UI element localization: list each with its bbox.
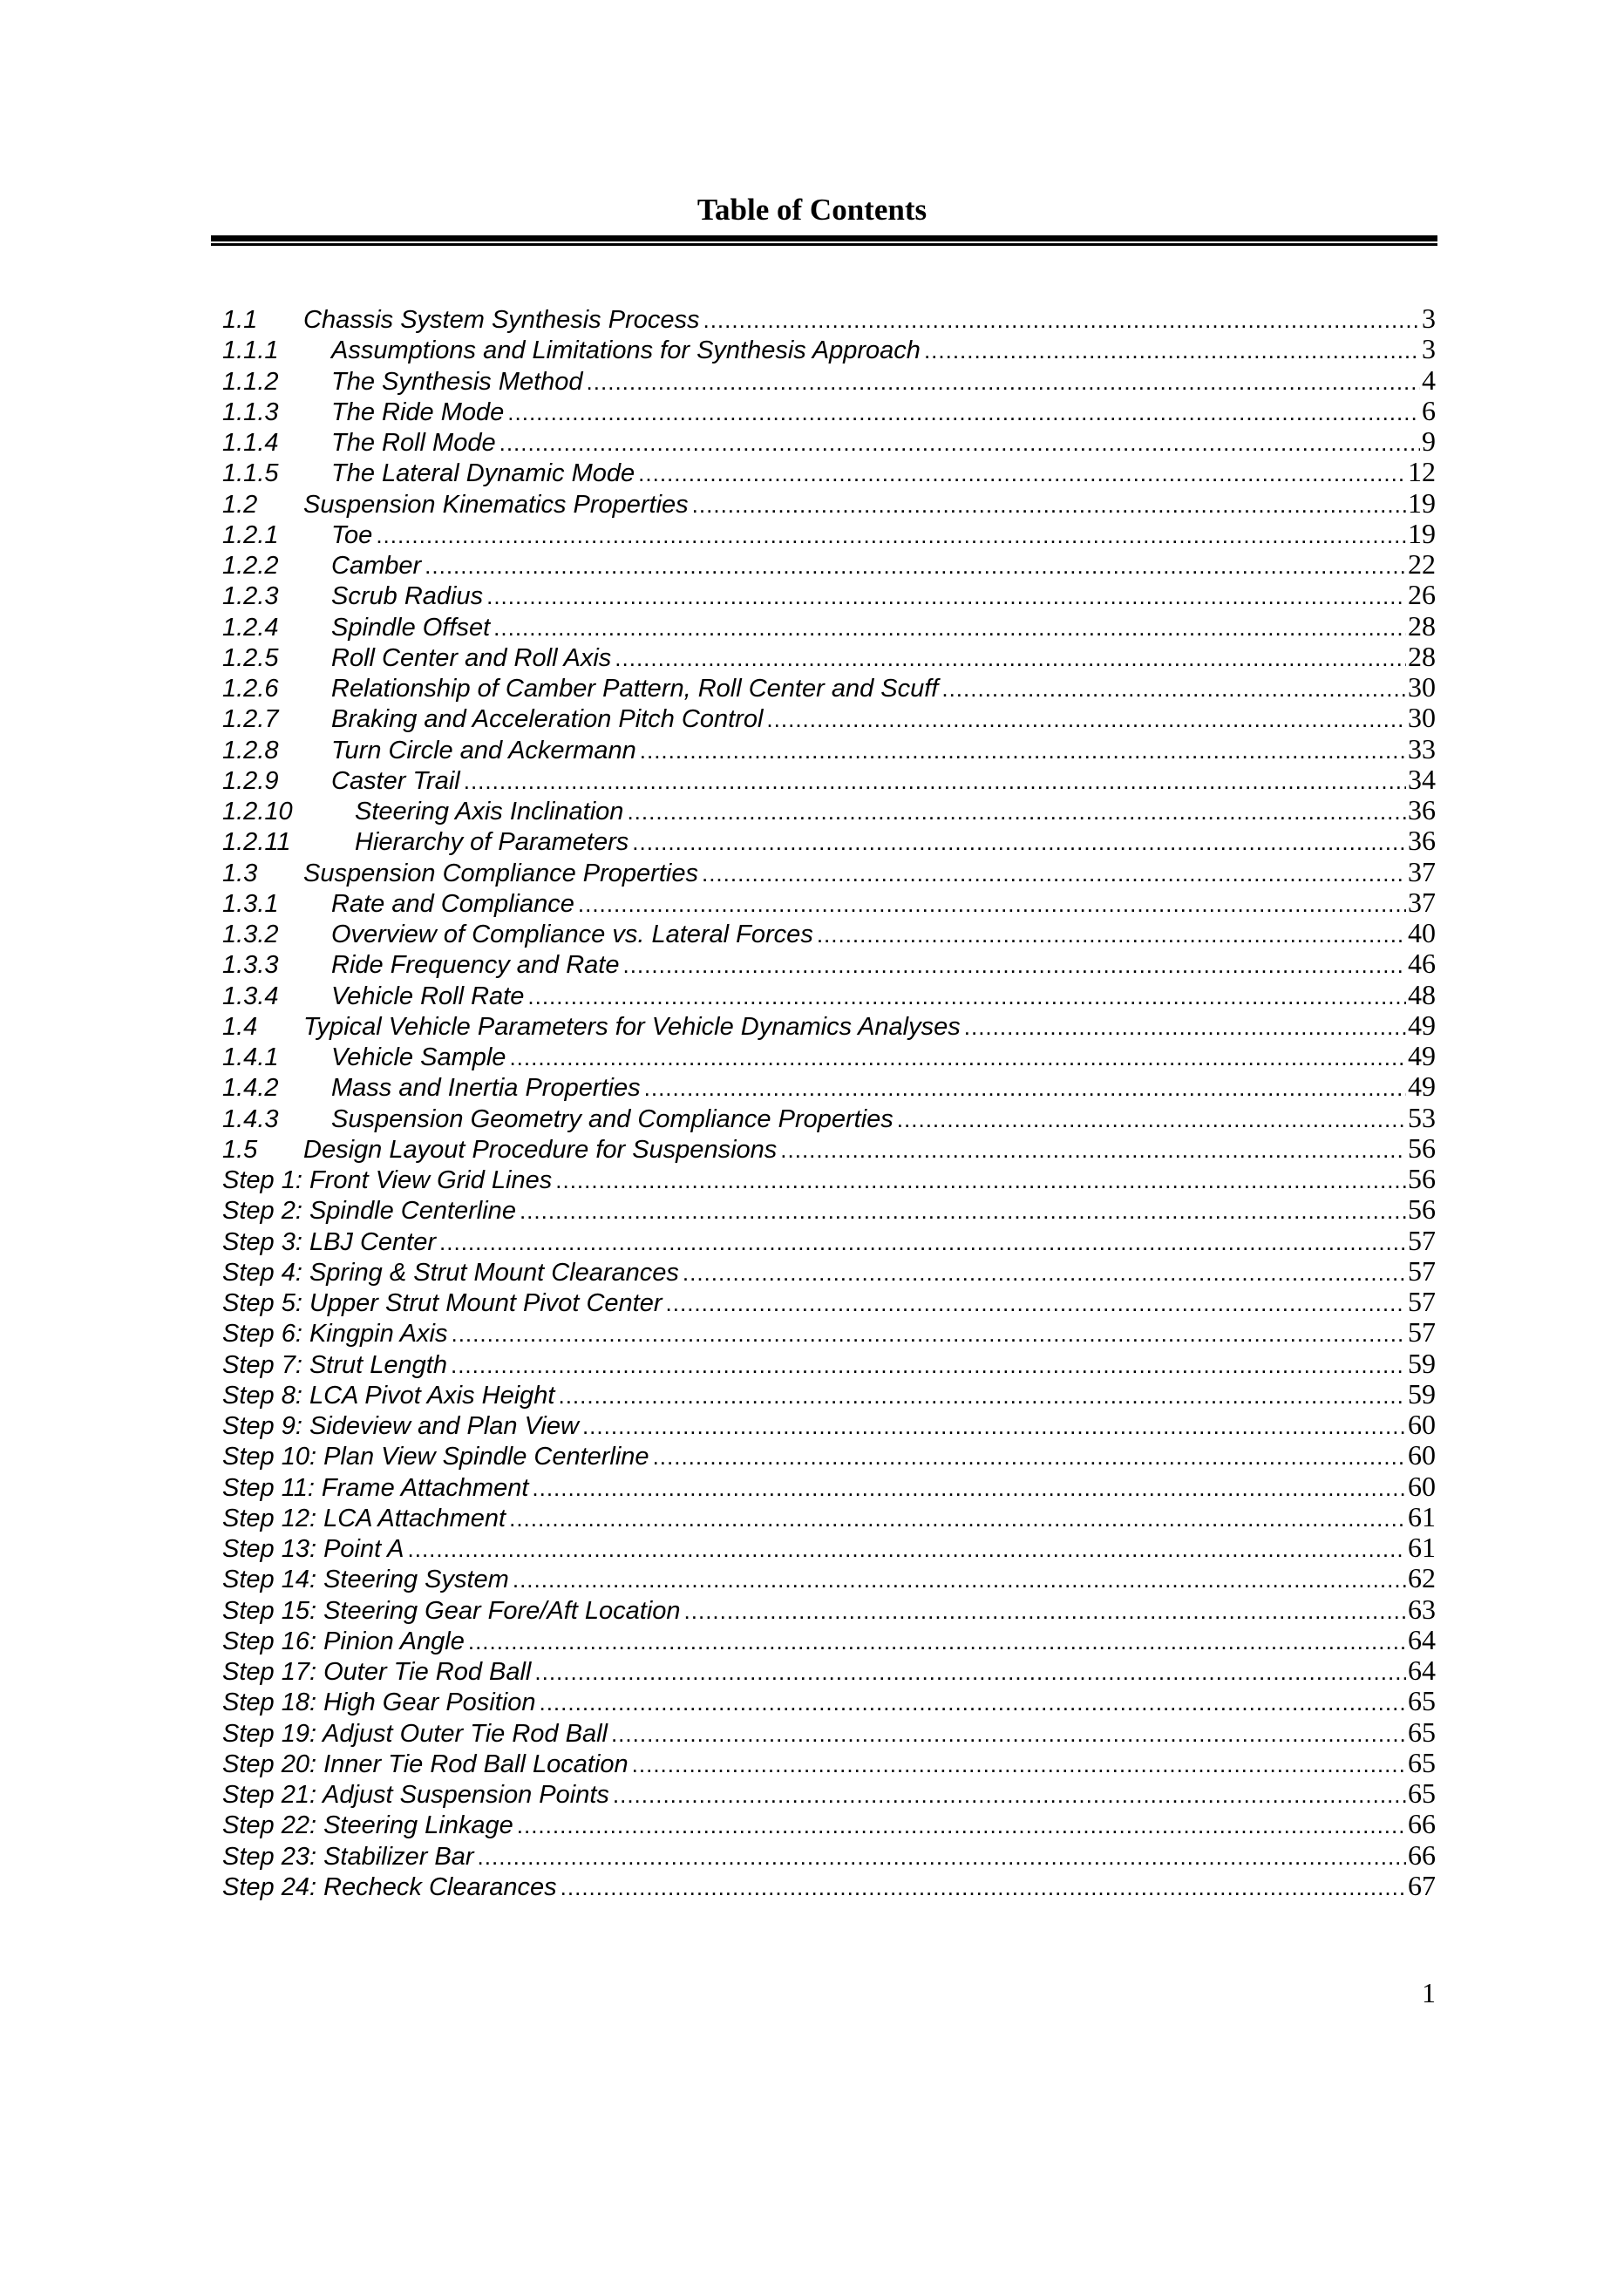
toc-entry-title: Suspension Compliance Properties <box>303 859 698 887</box>
toc-dot-leader <box>964 1012 1406 1043</box>
toc-entry <box>222 1041 1436 1071</box>
toc-entry <box>222 1440 1436 1471</box>
toc-entry-page: 49 <box>1408 1070 1436 1103</box>
toc-entry <box>222 1871 1436 1901</box>
toc-dot-leader <box>897 1104 1406 1135</box>
toc-dot-leader <box>517 1811 1406 1841</box>
toc-entry-title: Rate and Compliance <box>331 889 574 918</box>
toc-entry-page: 56 <box>1408 1131 1436 1164</box>
toc-entry-title: Step 14: Steering System <box>222 1566 509 1594</box>
toc-entry <box>222 1164 1436 1194</box>
toc-dot-leader <box>527 982 1406 1012</box>
toc-dot-leader <box>561 1872 1406 1903</box>
toc-entry <box>222 980 1436 1010</box>
toc-entry-page: 60 <box>1408 1409 1436 1440</box>
toc-entry <box>222 734 1436 764</box>
toc-entry-title: Step 7: Strut Length <box>222 1350 447 1379</box>
toc-entry-page: 61 <box>1408 1532 1436 1563</box>
toc-entry <box>222 918 1436 948</box>
toc-entry-title: Design Layout Procedure for Suspensions <box>303 1135 778 1164</box>
toc-dot-leader <box>499 428 1420 459</box>
toc-dot-leader <box>766 704 1406 735</box>
toc-entry <box>222 457 1436 487</box>
toc-entry-number: 1.3.1 <box>222 889 279 918</box>
toc-entry <box>222 1256 1436 1287</box>
toc-entry <box>222 1655 1436 1686</box>
toc-entry <box>222 1532 1436 1563</box>
toc-entry-title: Hierarchy of Parameters <box>355 828 629 857</box>
toc-entry-title: Step 17: Outer Tie Rod Ball <box>222 1658 532 1686</box>
toc-dot-leader <box>425 551 1406 581</box>
toc-entry <box>222 672 1436 703</box>
toc-entry-page: 3 <box>1422 302 1436 334</box>
toc-entry <box>222 1809 1436 1839</box>
toc-entry-number: 1.4.3 <box>222 1104 279 1133</box>
toc-entry-page: 62 <box>1408 1562 1436 1594</box>
toc-entry <box>222 365 1436 396</box>
footer-page-number: 1 <box>1422 1977 1436 2008</box>
toc-entry-page: 40 <box>1408 917 1436 948</box>
toc-entry-page: 57 <box>1408 1316 1436 1349</box>
toc-dot-leader <box>684 1596 1406 1627</box>
toc-entry-title: Step 24: Recheck Clearances <box>222 1872 557 1901</box>
toc-entry <box>222 826 1436 856</box>
toc-entry-page: 34 <box>1408 763 1436 795</box>
toc-entry-title: Step 21: Adjust Suspension Points <box>222 1781 609 1809</box>
toc-entry <box>222 1133 1436 1164</box>
toc-entry <box>222 1594 1436 1625</box>
toc-dot-leader <box>640 736 1406 766</box>
toc-entry <box>222 1563 1436 1593</box>
toc-entry <box>222 1349 1436 1379</box>
toc-entry-page: 63 <box>1408 1593 1436 1625</box>
toc-entry-page: 66 <box>1408 1808 1436 1840</box>
toc-entry <box>222 857 1436 887</box>
toc-entry <box>222 1502 1436 1532</box>
toc-entry-title: Step 19: Adjust Outer Tie Rod Ball <box>222 1719 608 1748</box>
toc-entry-page: 57 <box>1408 1254 1436 1287</box>
toc-entry <box>222 1686 1436 1716</box>
page-title: Table of Contents <box>696 193 928 227</box>
toc-dot-leader <box>493 613 1406 643</box>
title-rule <box>211 235 1437 246</box>
toc-entry <box>222 426 1436 457</box>
toc-entry-title: Chassis System Synthesis Process <box>303 306 700 334</box>
toc-entry <box>222 488 1436 519</box>
toc-entry-title: Spindle Offset <box>331 613 491 642</box>
toc-entry-title: Step 5: Upper Strut Mount Pivot Center <box>222 1289 663 1317</box>
toc-entry-title: Suspension Kinematics Properties <box>303 490 689 519</box>
toc-entry-title: Step 15: Steering Gear Fore/Aft Location <box>222 1596 681 1625</box>
toc-entry <box>222 611 1436 642</box>
toc-entry <box>222 519 1436 549</box>
toc-dot-leader <box>376 520 1406 551</box>
toc-entry-title: The Ride Mode <box>331 397 505 426</box>
toc-dot-leader <box>703 305 1420 336</box>
toc-entry-number: 1.2.4 <box>222 613 279 642</box>
toc-dot-leader <box>587 367 1420 397</box>
toc-dot-leader <box>644 1073 1406 1104</box>
toc-entry-page: 65 <box>1408 1746 1436 1778</box>
toc-entry-title: Step 10: Plan View Spindle Centerline <box>222 1443 649 1471</box>
toc-entry-page: 60 <box>1408 1470 1436 1502</box>
toc-entry-title: Step 6: Kingpin Axis <box>222 1320 448 1349</box>
toc-entry-number: 1.2.2 <box>222 552 279 580</box>
toc-dot-leader <box>439 1227 1406 1258</box>
toc-entry-number: 1.3.2 <box>222 921 279 948</box>
toc-entry-page: 64 <box>1408 1623 1436 1655</box>
toc-entry-page: 19 <box>1408 517 1436 549</box>
toc-entry-page: 46 <box>1408 948 1436 980</box>
toc-entry <box>222 549 1436 580</box>
toc-entry-number: 1.2.1 <box>222 520 279 549</box>
toc-entry-title: Step 9: Sideview and Plan View <box>222 1412 579 1440</box>
toc-entry-title: Mass and Inertia Properties <box>331 1074 641 1103</box>
toc-entry-page: 49 <box>1408 1009 1436 1041</box>
toc-entry-title: Camber <box>331 552 422 580</box>
toc-entry <box>222 1010 1436 1041</box>
toc-entry-number: 1.4.1 <box>222 1043 279 1071</box>
toc-dot-leader <box>702 859 1406 889</box>
toc-entry-number: 1.2.5 <box>222 643 279 672</box>
toc-entry-page: 4 <box>1422 364 1436 396</box>
toc-entry-title: Step 23: Stabilizer Bar <box>222 1842 474 1871</box>
toc-entry-page: 49 <box>1408 1040 1436 1071</box>
toc-dot-leader <box>464 766 1406 797</box>
toc-entry <box>222 334 1436 364</box>
toc-entry-page: 48 <box>1408 978 1436 1010</box>
toc-entry-title: The Lateral Dynamic Mode <box>331 459 635 488</box>
toc-dot-leader <box>692 490 1406 520</box>
toc-entry-page: 53 <box>1408 1101 1436 1133</box>
toc-entry-page: 28 <box>1408 609 1436 642</box>
toc-dot-leader <box>683 1258 1406 1288</box>
toc-entry-number: 1.2.6 <box>222 675 279 703</box>
toc-dot-leader <box>578 889 1406 920</box>
toc-entry-page: 66 <box>1408 1838 1436 1871</box>
toc-entry <box>222 396 1436 426</box>
toc-entry-number: 1.3 <box>222 859 258 887</box>
toc-entry-number: 1.1.3 <box>222 397 279 426</box>
toc-entry-title: Toe <box>331 520 373 549</box>
toc-dot-leader <box>513 1565 1406 1595</box>
toc-entry-page: 30 <box>1408 671 1436 703</box>
toc-entry-page: 64 <box>1408 1654 1436 1686</box>
toc-entry <box>222 1379 1436 1410</box>
toc-entry <box>222 1194 1436 1225</box>
toc-dot-leader <box>632 827 1406 858</box>
toc-entry-page: 67 <box>1408 1869 1436 1901</box>
toc-dot-leader <box>509 1043 1406 1073</box>
toc-dot-leader <box>622 950 1406 981</box>
toc-entry-page: 59 <box>1408 1377 1436 1410</box>
toc-entry-page: 22 <box>1408 548 1436 580</box>
toc-entry <box>222 580 1436 610</box>
toc-entry-page: 6 <box>1422 394 1436 426</box>
toc-dot-leader <box>613 1780 1406 1811</box>
toc-entry <box>222 1840 1436 1871</box>
toc-entry-page: 57 <box>1408 1286 1436 1317</box>
toc-entry-title: Braking and Acceleration Pitch Control <box>331 705 764 734</box>
toc-entry-page: 26 <box>1408 579 1436 611</box>
toc-dot-leader <box>611 1719 1406 1750</box>
toc-entry-title: Scrub Radius <box>331 582 484 611</box>
toc-dot-leader <box>468 1627 1406 1657</box>
toc-dot-leader <box>941 674 1406 704</box>
toc-entry-page: 56 <box>1408 1163 1436 1194</box>
toc-dot-leader <box>653 1442 1406 1472</box>
toc-entry-page: 65 <box>1408 1716 1436 1748</box>
toc-entry-page: 12 <box>1408 456 1436 488</box>
toc-entry-number: 1.2.11 <box>222 828 291 857</box>
toc-entry-page: 65 <box>1408 1685 1436 1717</box>
toc-entry-title: Step 20: Inner Tie Rod Ball Location <box>222 1750 629 1778</box>
toc-dot-leader <box>582 1411 1406 1442</box>
toc-entry-title: Step 13: Point A <box>222 1535 404 1563</box>
toc-dot-leader <box>638 459 1406 489</box>
toc-entry-title: Relationship of Camber Pattern, Roll Center and Scuff <box>331 675 939 703</box>
toc-entry-title: Suspension Geometry and Compliance Properties <box>331 1104 894 1133</box>
toc-entry <box>222 1287 1436 1317</box>
toc-dot-leader <box>539 1688 1406 1718</box>
toc-dot-leader <box>507 397 1420 428</box>
toc-entry-page: 37 <box>1408 855 1436 887</box>
toc-dot-leader <box>558 1381 1406 1411</box>
toc-entry-number: 1.3.4 <box>222 982 279 1010</box>
toc-dot-leader <box>486 581 1406 612</box>
toc-dot-leader <box>817 920 1406 950</box>
toc-entry-title: Step 16: Pinion Angle <box>222 1627 465 1655</box>
toc-entry-number: 1.2.9 <box>222 766 279 795</box>
toc-dot-leader <box>451 1319 1406 1349</box>
toc-dot-leader <box>478 1842 1406 1872</box>
toc-entry-number: 1.1.2 <box>222 367 279 396</box>
toc-entry-number: 1.2.3 <box>222 582 279 611</box>
toc-entry-title: Step 1: Front View Grid Lines <box>222 1166 553 1194</box>
toc-entry-title: Step 11: Frame Attachment <box>222 1473 529 1502</box>
toc-entry-title: Roll Center and Roll Axis <box>331 643 612 672</box>
toc-entry <box>222 1471 1436 1502</box>
toc-entry-number: 1.1.1 <box>222 336 279 365</box>
toc-entry-title: Assumptions and Limitations for Synthesis Approach <box>331 336 921 365</box>
toc-entry <box>222 642 1436 672</box>
toc-entry <box>222 1778 1436 1809</box>
toc-entry-title: Step 12: LCA Attachment <box>222 1504 506 1532</box>
toc-entry-number: 1.2.7 <box>222 705 279 734</box>
toc-entry <box>222 1317 1436 1348</box>
toc-entry-title: Step 18: High Gear Position <box>222 1688 536 1717</box>
toc-dot-leader <box>780 1135 1406 1165</box>
toc-entry-page: 30 <box>1408 702 1436 734</box>
toc-dot-leader <box>666 1288 1406 1319</box>
toc-entry-title: Step 4: Spring & Strut Mount Clearances <box>222 1258 679 1287</box>
toc-dot-leader <box>627 797 1406 827</box>
toc-entry-number: 1.1.5 <box>222 459 279 488</box>
toc-entry-title: Caster Trail <box>331 766 460 795</box>
toc-entry-number: 1.1 <box>222 306 258 334</box>
toc-entry-title: Step 22: Steering Linkage <box>222 1811 513 1840</box>
toc-entry-page: 56 <box>1408 1193 1436 1226</box>
toc-entry <box>222 1071 1436 1102</box>
toc-dot-leader <box>632 1750 1406 1780</box>
toc-dot-leader <box>532 1473 1406 1504</box>
toc-dot-leader <box>408 1534 1406 1565</box>
toc-entry-title: Typical Vehicle Parameters for Vehicle Dynamics Analyses <box>303 1012 961 1041</box>
toc-entry-title: The Synthesis Method <box>331 367 583 396</box>
toc-entry-title: Ride Frequency and Rate <box>331 951 620 980</box>
toc-entry-title: The Roll Mode <box>331 429 496 457</box>
toc-entry-page: 60 <box>1408 1439 1436 1471</box>
toc-entry-page: 36 <box>1408 794 1436 826</box>
toc-entry <box>222 1625 1436 1655</box>
toc-dot-leader <box>924 336 1420 366</box>
toc-entry <box>222 1717 1436 1748</box>
toc-dot-leader <box>520 1196 1406 1226</box>
toc-entry-page: 3 <box>1422 333 1436 365</box>
toc-dot-leader <box>615 643 1406 674</box>
toc-entry-number: 1.4 <box>222 1012 258 1041</box>
toc-entry-number: 1.3.3 <box>222 951 279 980</box>
toc-entry-number: 1.1.4 <box>222 429 279 457</box>
toc-entry-title: Step 2: Spindle Centerline <box>222 1197 516 1226</box>
toc-entry-page: 37 <box>1408 886 1436 918</box>
toc-dot-leader <box>451 1350 1406 1381</box>
toc-entry-title: Turn Circle and Ackermann <box>331 736 636 764</box>
toc-entry-number: 1.2 <box>222 490 258 519</box>
toc-entry-title: Vehicle Sample <box>331 1043 506 1071</box>
toc-dot-leader <box>555 1165 1406 1196</box>
toc-entry <box>222 1748 1436 1778</box>
toc-entry <box>222 1226 1436 1256</box>
toc-entry-title: Step 8: LCA Pivot Axis Height <box>222 1381 555 1410</box>
toc-entry-number: 1.4.2 <box>222 1074 279 1103</box>
toc-entry-page: 57 <box>1408 1224 1436 1256</box>
toc <box>222 303 1436 1901</box>
toc-entry <box>222 948 1436 979</box>
toc-entry <box>222 764 1436 795</box>
toc-entry-title: Step 3: LBJ Center <box>222 1227 437 1256</box>
toc-entry-page: 65 <box>1408 1777 1436 1809</box>
toc-entry-title: Steering Axis Inclination <box>355 798 624 826</box>
toc-entry-page: 19 <box>1408 486 1436 519</box>
toc-entry-title: Overview of Compliance vs. Lateral Forces <box>331 921 813 948</box>
toc-dot-leader <box>509 1504 1406 1534</box>
toc-entry <box>222 703 1436 733</box>
toc-entry-page: 9 <box>1422 425 1436 457</box>
toc-entry-page: 33 <box>1408 732 1436 764</box>
toc-entry-page: 61 <box>1408 1500 1436 1532</box>
toc-entry <box>222 887 1436 918</box>
toc-entry <box>222 303 1436 334</box>
toc-entry-page: 59 <box>1408 1347 1436 1379</box>
toc-entry <box>222 1410 1436 1440</box>
toc-entry-title: Vehicle Roll Rate <box>331 982 525 1010</box>
toc-entry <box>222 795 1436 826</box>
toc-entry-page: 36 <box>1408 825 1436 857</box>
toc-dot-leader <box>534 1657 1406 1688</box>
toc-entry-number: 1.5 <box>222 1135 258 1164</box>
toc-entry-number: 1.2.10 <box>222 798 293 826</box>
toc-entry-number: 1.2.8 <box>222 736 279 764</box>
toc-entry <box>222 1103 1436 1133</box>
toc-entry-page: 28 <box>1408 640 1436 672</box>
